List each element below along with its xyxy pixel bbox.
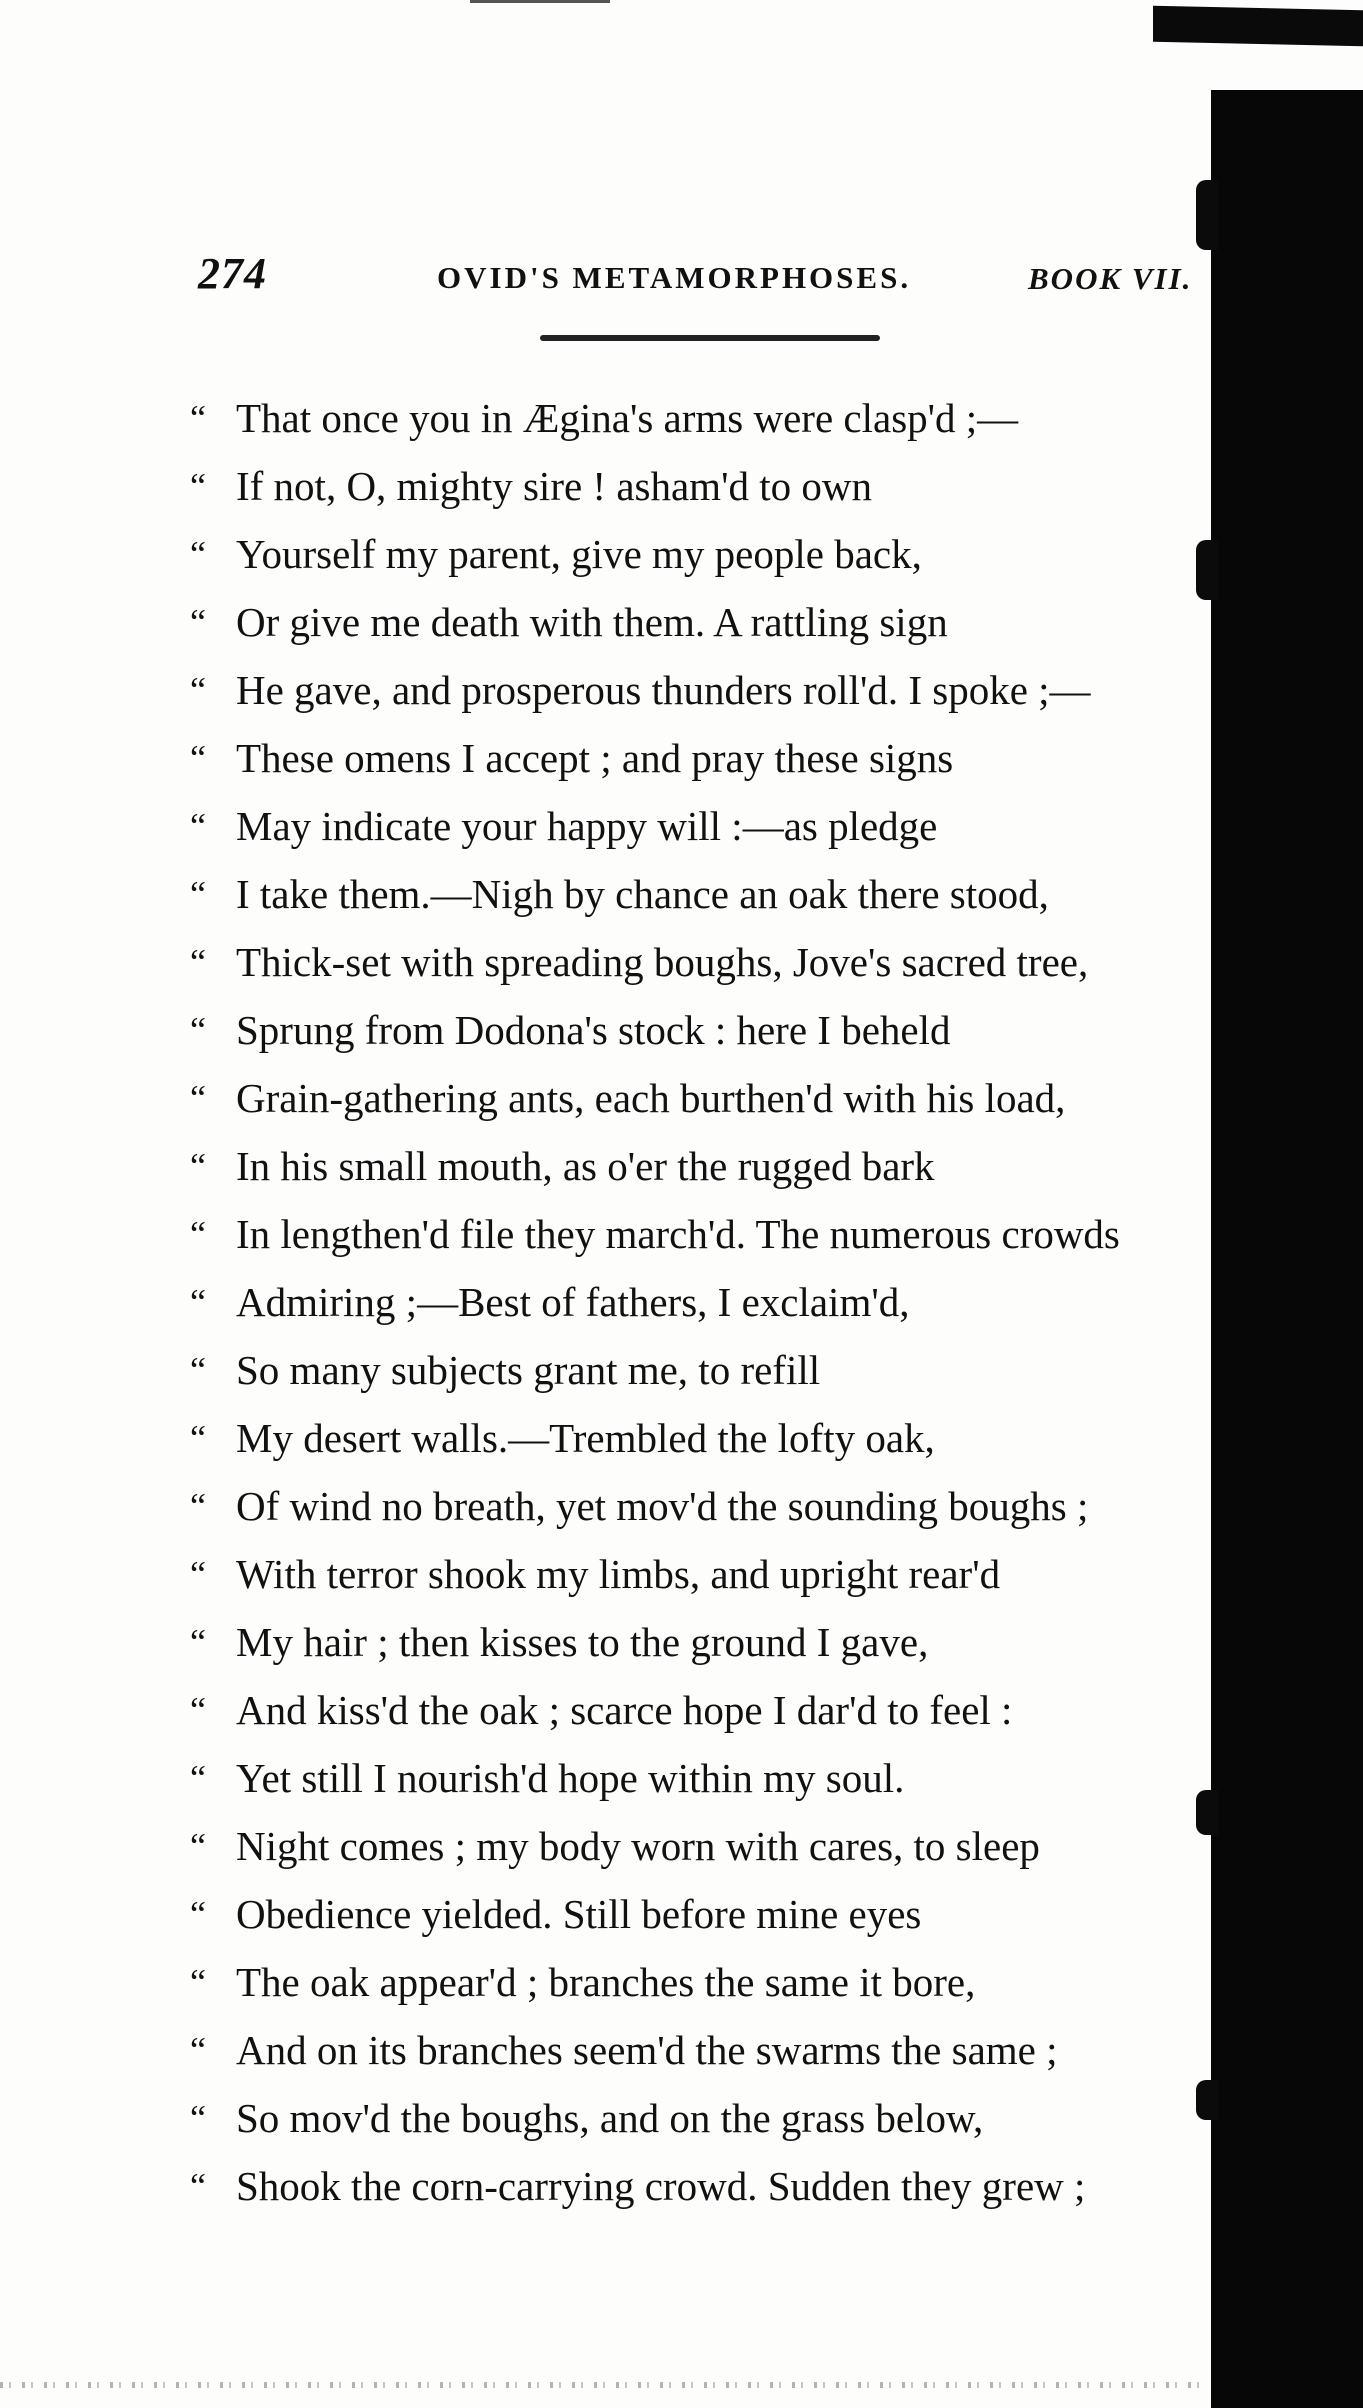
verse-line-text: Admiring ;—Best of fathers, I exclaim'd, (236, 1279, 910, 1325)
verse-line (190, 520, 1210, 588)
verse-line-text: Sprung from Dodona's stock : here I beheld (236, 1007, 951, 1053)
verse-line-text: So many subjects grant me, to refill (236, 1347, 821, 1393)
verse-line-text: So mov'd the boughs, and on the grass below, (236, 2095, 984, 2141)
opening-quote-mark: “ (190, 806, 206, 846)
verse-line-text: Obedience yielded. Still before mine eyes (236, 1891, 922, 1937)
scan-binding-top (1153, 6, 1363, 46)
scan-binding-notch (1196, 180, 1218, 250)
verse-line (190, 1268, 1210, 1336)
opening-quote-mark: “ (190, 1350, 206, 1390)
opening-quote-mark: “ (190, 1418, 206, 1458)
opening-quote-mark: “ (190, 2098, 206, 2138)
verse-line-text: Thick-set with spreading boughs, Jove's sacred tree, (236, 939, 1089, 985)
verse-line-text: If not, O, mighty sire ! asham'd to own (236, 463, 872, 509)
opening-quote-mark: “ (190, 738, 206, 778)
verse-line (190, 1336, 1210, 1404)
opening-quote-mark: “ (190, 1894, 206, 1934)
verse-line (190, 1880, 1210, 1948)
verse-line (190, 724, 1210, 792)
opening-quote-mark: “ (190, 1146, 206, 1186)
opening-quote-mark: “ (190, 1214, 206, 1254)
opening-quote-mark: “ (190, 1962, 206, 2002)
verse-line-text: Night comes ; my body worn with cares, to sleep (236, 1823, 1040, 1869)
scan-edge-mark (470, 0, 610, 3)
verse-line (190, 2152, 1210, 2220)
running-header (0, 248, 1363, 308)
verse-line-text: In lengthen'd file they march'd. The numerous crowds (236, 1211, 1120, 1257)
verse-line-text: These omens I accept ; and pray these signs (236, 735, 954, 781)
verse-line (190, 860, 1210, 928)
running-title: OVID'S METAMORPHOSES. (437, 260, 912, 295)
opening-quote-mark: “ (190, 1282, 206, 1322)
opening-quote-mark: “ (190, 602, 206, 642)
verse-line (190, 1404, 1210, 1472)
opening-quote-mark: “ (190, 2166, 206, 2206)
verse-line (190, 1744, 1210, 1812)
verse-line-text: Yet still I nourish'd hope within my soul. (236, 1755, 905, 1801)
verse-line-text: Shook the corn-carrying crowd. Sudden they grew ; (236, 2163, 1086, 2209)
opening-quote-mark: “ (190, 2030, 206, 2070)
verse-line-text: Yourself my parent, give my people back, (236, 531, 922, 577)
book-label: BOOK VII. (1028, 261, 1193, 296)
verse-line-text: He gave, and prosperous thunders roll'd. I spoke ;— (236, 667, 1091, 713)
verse-line-text: May indicate your happy will :—as pledge (236, 803, 938, 849)
verse-line-text: My desert walls.—Trembled the lofty oak, (236, 1415, 935, 1461)
verse-line (190, 588, 1210, 656)
verse-line (190, 2016, 1210, 2084)
opening-quote-mark: “ (190, 942, 206, 982)
verse-line (190, 1472, 1210, 1540)
verse-line-text: In his small mouth, as o'er the rugged bark (236, 1143, 935, 1189)
opening-quote-mark: “ (190, 1078, 206, 1118)
verse-line (190, 384, 1210, 452)
opening-quote-mark: “ (190, 1758, 206, 1798)
verse-line (190, 996, 1210, 1064)
verse-line-text: With terror shook my limbs, and upright rear'd (236, 1551, 1001, 1597)
verse-line-text: And kiss'd the oak ; scarce hope I dar'd to feel : (236, 1687, 1013, 1733)
opening-quote-mark: “ (190, 398, 206, 438)
opening-quote-mark: “ (190, 534, 206, 574)
verse-line (190, 1812, 1210, 1880)
verse-block (190, 384, 1210, 2220)
verse-line (190, 656, 1210, 724)
verse-line (190, 452, 1210, 520)
verse-line-text: Grain-gathering ants, each burthen'd with his load, (236, 1075, 1066, 1121)
opening-quote-mark: “ (190, 1622, 206, 1662)
verse-line-text: Or give me death with them. A rattling sign (236, 599, 948, 645)
verse-line-text: That once you in Ægina's arms were clasp'd ;— (236, 395, 1019, 441)
verse-line (190, 1064, 1210, 1132)
verse-line (190, 1676, 1210, 1744)
page-number: 274 (198, 249, 267, 298)
header-rule (540, 335, 880, 341)
opening-quote-mark: “ (190, 1010, 206, 1050)
verse-line (190, 1540, 1210, 1608)
verse-line (190, 928, 1210, 996)
verse-line (190, 1608, 1210, 1676)
verse-line (190, 1132, 1210, 1200)
scan-bottom-edge (0, 2382, 1210, 2388)
opening-quote-mark: “ (190, 874, 206, 914)
verse-line-text: And on its branches seem'd the swarms the same ; (236, 2027, 1058, 2073)
opening-quote-mark: “ (190, 1554, 206, 1594)
scan-binding-shadow (1211, 90, 1363, 2408)
verse-line (190, 1200, 1210, 1268)
opening-quote-mark: “ (190, 1826, 206, 1866)
verse-line (190, 1948, 1210, 2016)
opening-quote-mark: “ (190, 670, 206, 710)
verse-line (190, 792, 1210, 860)
opening-quote-mark: “ (190, 466, 206, 506)
opening-quote-mark: “ (190, 1690, 206, 1730)
opening-quote-mark: “ (190, 1486, 206, 1526)
verse-line-text: I take them.—Nigh by chance an oak there stood, (236, 871, 1049, 917)
verse-line-text: My hair ; then kisses to the ground I gave, (236, 1619, 929, 1665)
verse-line-text: The oak appear'd ; branches the same it bore, (236, 1959, 976, 2005)
verse-line (190, 2084, 1210, 2152)
verse-line-text: Of wind no breath, yet mov'd the sounding boughs ; (236, 1483, 1089, 1529)
